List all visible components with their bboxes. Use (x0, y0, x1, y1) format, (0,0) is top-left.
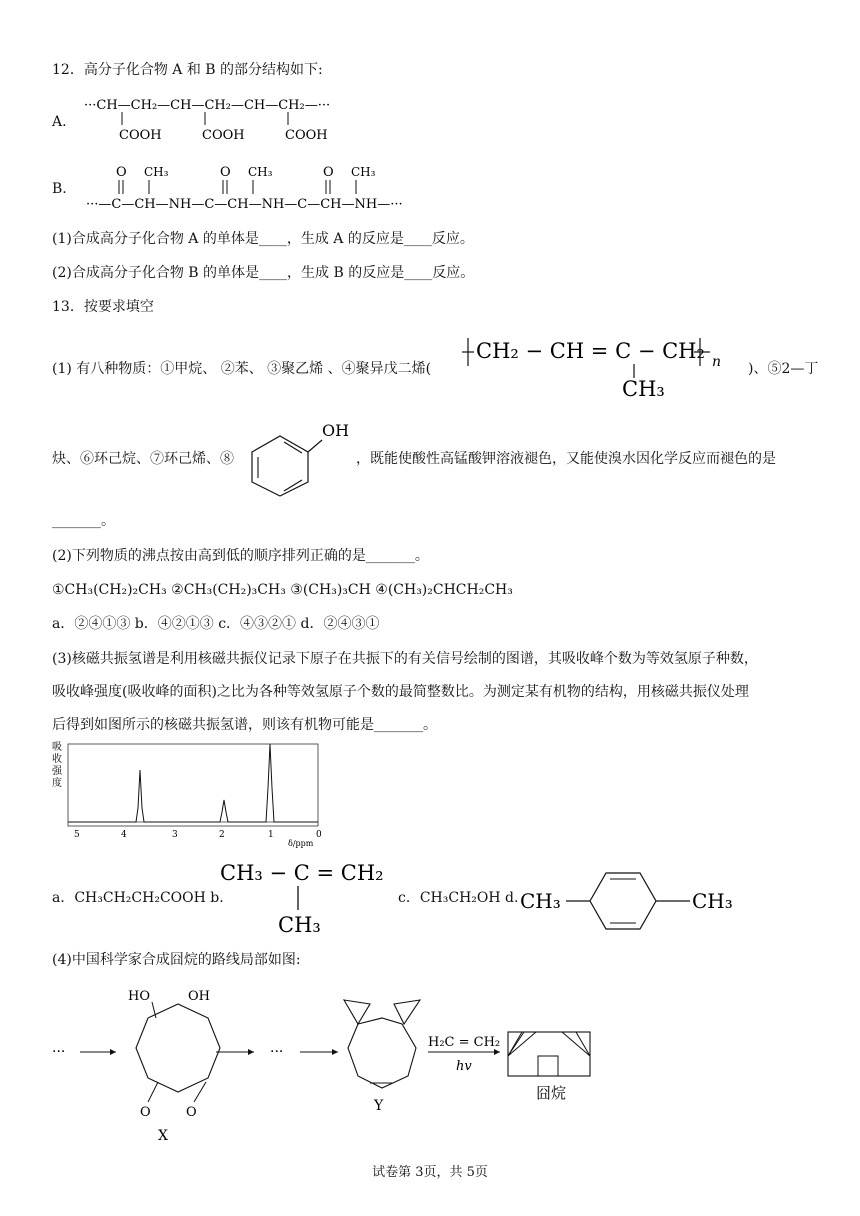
q13-p2-options: a．②④①③ b．④②①③ c．④③②① d．②④③① (52, 616, 380, 632)
nmr-ylabel-2: 收 (52, 754, 62, 765)
nmr-tick-0: 0 (316, 830, 322, 840)
q13-p1-answer: _______。 (52, 513, 115, 529)
nmr-ylabel-4: 度 (52, 778, 62, 789)
nmr-ylabel-1: 吸 (52, 742, 62, 753)
route-reagent: H₂C = CH₂ (428, 1035, 501, 1050)
structure-b (86, 162, 456, 218)
q13-p1-end: )、⑤2—丁 (748, 361, 819, 377)
route-y-label: Y (374, 1098, 384, 1114)
structure-b-top-5: O (323, 165, 334, 180)
structure-b-top-3: O (220, 165, 231, 180)
nmr-tick-3: 3 (172, 830, 178, 840)
nmr-xunit: δ/ppm (288, 839, 314, 848)
structure-b-chain: ···—C—CH—NH—C—CH—NH—C—CH—NH—··· (86, 197, 403, 212)
q13-p4: (4)中国科学家合成囧烷的路线局部如图: (52, 952, 301, 968)
q12-label-b: B. (52, 181, 67, 197)
phenol-structure (244, 420, 354, 498)
isobutylene-structure (220, 852, 390, 940)
q13-p3-line2: 吸收峰强度(吸收峰的面积)之比为各种等效氢原子个数的最简整数比。为测定某有机物的结构，用核磁共振仪处理 (52, 684, 749, 700)
route-x-oh: OH (188, 989, 210, 1004)
nmr-tick-5: 5 (74, 830, 80, 840)
q13-p2-items: ①CH₃(CH₂)₂CH₃ ②CH₃(CH₂)₃CH₃ ③(CH₃)₃CH ④(CH₃)₂CHCH₂CH₃ (52, 582, 513, 598)
q13-p1-line2-start: 炔、⑥环己烷、⑦环己烯、⑧ (52, 451, 234, 467)
q13-p3-opt-c: c．CH₃CH₂OH d. (398, 890, 519, 906)
nmr-tick-4: 4 (121, 830, 127, 840)
q12-sub2: (2)合成高分子化合物 B 的单体是____，生成 B 的反应是____反应。 (52, 265, 475, 281)
synthesis-route (48, 984, 608, 1144)
structure-a-sub-1: COOH (119, 128, 162, 143)
nmr-ylabel-3: 强 (52, 766, 62, 777)
p-xylene-right: CH₃ (692, 889, 733, 913)
polyisoprene-structure (462, 330, 747, 402)
route-dots-2: ··· (270, 1044, 284, 1060)
route-x-o2: O (186, 1105, 197, 1120)
structure-a-sub-2: COOH (202, 128, 245, 143)
route-x-ho: HO (128, 989, 150, 1004)
p-xylene-left: CH₃ (520, 889, 561, 913)
route-product-label: 囧烷 (536, 1084, 567, 1102)
p-xylene-structure (520, 856, 740, 936)
isobutylene-ch3: CH₃ (278, 913, 321, 937)
q12-sub1: (1)合成高分子化合物 A 的单体是____，生成 A 的反应是____反应。 (52, 231, 474, 247)
q12-title: 12．高分子化合物 A 和 B 的部分结构如下: (52, 62, 323, 78)
q13-title: 13．按要求填空 (52, 299, 154, 315)
structure-b-top-4: CH₃ (248, 165, 273, 179)
structure-b-top-6: CH₃ (351, 165, 376, 179)
polyisoprene-chain: CH₂ − CH = C − CH₂ (476, 339, 705, 363)
q13-p3-line1: (3)核磁共振氢谱是利用核磁共振仪记录下原子在共振下的有关信号绘制的图谱，其吸收峰个数为等效氢原子种数， (52, 651, 758, 667)
nmr-tick-2: 2 (219, 830, 225, 840)
structure-a-chain: ···CH—CH₂—CH—CH₂—CH—CH₂—··· (84, 98, 331, 113)
phenol-oh: OH (322, 421, 350, 440)
structure-a (84, 92, 384, 147)
q13-p1-start: (1) 有八种物质：①甲烷、 ②苯、 ③聚乙烯 、④聚异戊二烯( (52, 361, 432, 377)
q13-p3-line3: 后得到如图所示的核磁共振氢谱，则该有机物可能是_______。 (52, 717, 437, 733)
q13-p3-opt-a: a．CH₃CH₂CH₂COOH b. (52, 890, 224, 906)
route-dots-1: ··· (52, 1044, 66, 1060)
route-x-label: X (158, 1128, 168, 1144)
route-condition: hv (456, 1059, 472, 1074)
q13-p2: (2)下列物质的沸点按由高到低的顺序排列正确的是_______。 (52, 548, 429, 564)
structure-b-top-2: CH₃ (144, 165, 169, 179)
isobutylene-chain: CH₃ − C = CH₂ (220, 861, 384, 885)
q12-label-a: A. (52, 114, 67, 130)
nmr-tick-1: 1 (268, 830, 274, 840)
page-footer: 试卷第 3页，共 5页 (372, 1165, 488, 1180)
polyisoprene-ch3: CH₃ (622, 377, 665, 401)
q13-p1-line2-end: ，既能使酸性高锰酸钾溶液褪色，又能使溴水因化学反应而褪色的是 (356, 451, 776, 467)
route-x-o1: O (140, 1105, 151, 1120)
polyisoprene-n: n (712, 354, 722, 370)
structure-b-top-1: O (116, 165, 127, 180)
nmr-spectrum (52, 738, 332, 850)
structure-a-sub-3: COOH (285, 128, 328, 143)
